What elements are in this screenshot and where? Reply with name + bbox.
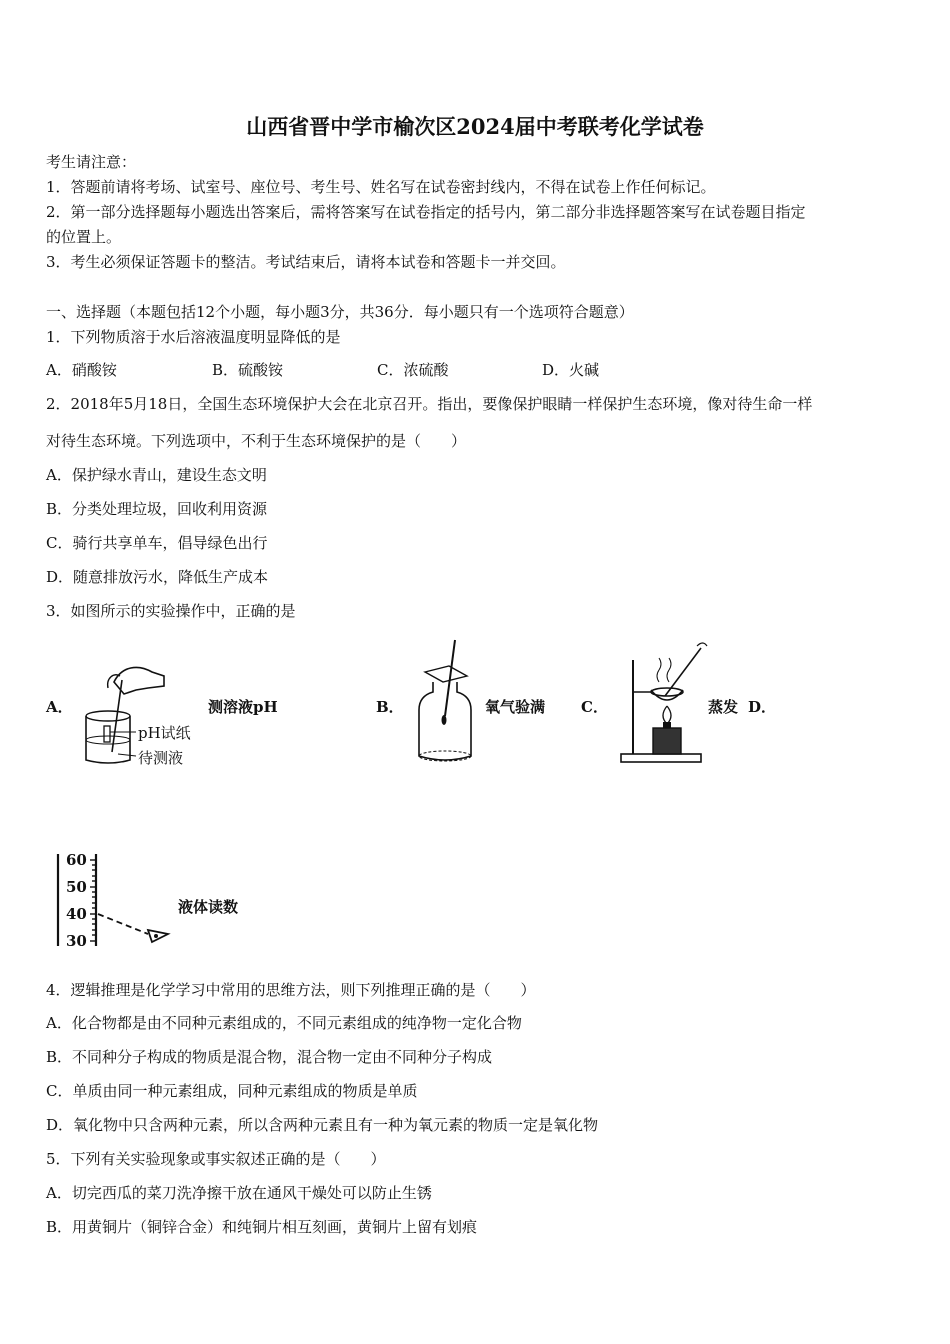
q5-option-a: A．切完西瓜的菜刀洗净擦干放在通风干燥处可以防止生锈	[46, 1184, 432, 1202]
q2-stem-line1: 2．2018年5月18日，全国生态环境保护大会在北京召开。指出，要像保护眼睛一样保护生态环境，像对待生命一样	[46, 395, 813, 413]
test-liquid-label: 待测液	[138, 749, 184, 767]
q4-option-c: C．单质由同一种元素组成，同种元素组成的物质是单质	[46, 1082, 418, 1100]
q3-option-c-letter: C．	[581, 698, 608, 716]
section-heading: 一、选择题（本题包括12个小题，每小题3分，共36分．每小题只有一个选项符合题意）	[46, 303, 634, 321]
q2-option-c: C．骑行共享单车，倡导绿色出行	[46, 534, 268, 552]
q3-option-b-caption: 氧气验满	[485, 698, 546, 716]
q4-option-b: B．不同种分子构成的物质是混合物，混合物一定由不同种分子构成	[46, 1048, 493, 1066]
scale-label-30: 30	[66, 932, 87, 950]
notice-item-2-cont: 的位置上。	[46, 228, 122, 246]
q5-stem: 5．下列有关实验现象或事实叙述正确的是（ ）	[46, 1150, 386, 1168]
q3-option-a-caption: 测溶液pH	[208, 698, 278, 716]
cylinder-reading-figure	[52, 848, 177, 956]
notice-item-2: 2．第一部分选择题每小题选出答案后，需将答案写在试卷指定的括号内，第二部分非选择题答案写在试卷题目指定	[46, 203, 806, 221]
q1-option-d: D．火碱	[542, 361, 600, 379]
q4-option-a: A．化合物都是由不同种元素组成的，不同元素组成的纯净物一定化合物	[46, 1014, 522, 1032]
q5-option-b: B．用黄铜片（铜锌合金）和纯铜片相互刻画，黄铜片上留有划痕	[46, 1218, 478, 1236]
q2-option-b: B．分类处理垃圾，回收利用资源	[46, 500, 268, 518]
q3-option-c-caption: 蒸发	[708, 698, 739, 716]
q3-stem: 3．如图所示的实验操作中，正确的是	[46, 602, 296, 620]
scale-label-50: 50	[66, 878, 87, 896]
notice-heading: 考生请注意：	[46, 153, 137, 171]
q2-option-d: D．随意排放污水，降低生产成本	[46, 568, 269, 586]
ph-test-figure	[78, 660, 208, 776]
ph-paper-label: pH试纸	[138, 724, 191, 742]
q3-option-a-letter: A．	[46, 698, 73, 716]
q3-option-d-letter: D．	[748, 698, 777, 716]
notice-item-3: 3．考生必须保证答题卡的整洁。考试结束后，请将本试卷和答题卡一并交回。	[46, 253, 566, 271]
q4-stem: 4．逻辑推理是化学学习中常用的思维方法，则下列推理正确的是（ ）	[46, 981, 536, 999]
q2-stem-line2: 对待生态环境。下列选项中，不利于生态环境保护的是（ ）	[46, 432, 467, 450]
q1-option-c: C．浓硫酸	[377, 361, 449, 379]
q1-option-a: A．硝酸铵	[46, 361, 117, 379]
scale-label-60: 60	[66, 851, 87, 869]
q1-stem: 1．下列物质溶于水后溶液温度明显降低的是	[46, 328, 341, 346]
q1-option-b: B．硫酸铵	[212, 361, 284, 379]
q2-option-a: A．保护绿水青山，建设生态文明	[46, 466, 267, 484]
evaporation-figure	[615, 640, 710, 770]
q3-option-b-letter: B．	[376, 698, 404, 716]
oxygen-bottle-figure	[405, 638, 485, 772]
q3-option-d-caption: 液体读数	[178, 898, 239, 916]
paper-title: 山西省晋中学市榆次区2024届中考联考化学试卷	[246, 114, 704, 139]
scale-label-40: 40	[66, 905, 87, 923]
q4-option-d: D．氧化物中只含两种元素，所以含两种元素且有一种为氧元素的物质一定是氧化物	[46, 1116, 599, 1134]
notice-item-1: 1．答题前请将考场、试室号、座位号、考生号、姓名写在试卷密封线内，不得在试卷上作任何标记。	[46, 178, 716, 196]
